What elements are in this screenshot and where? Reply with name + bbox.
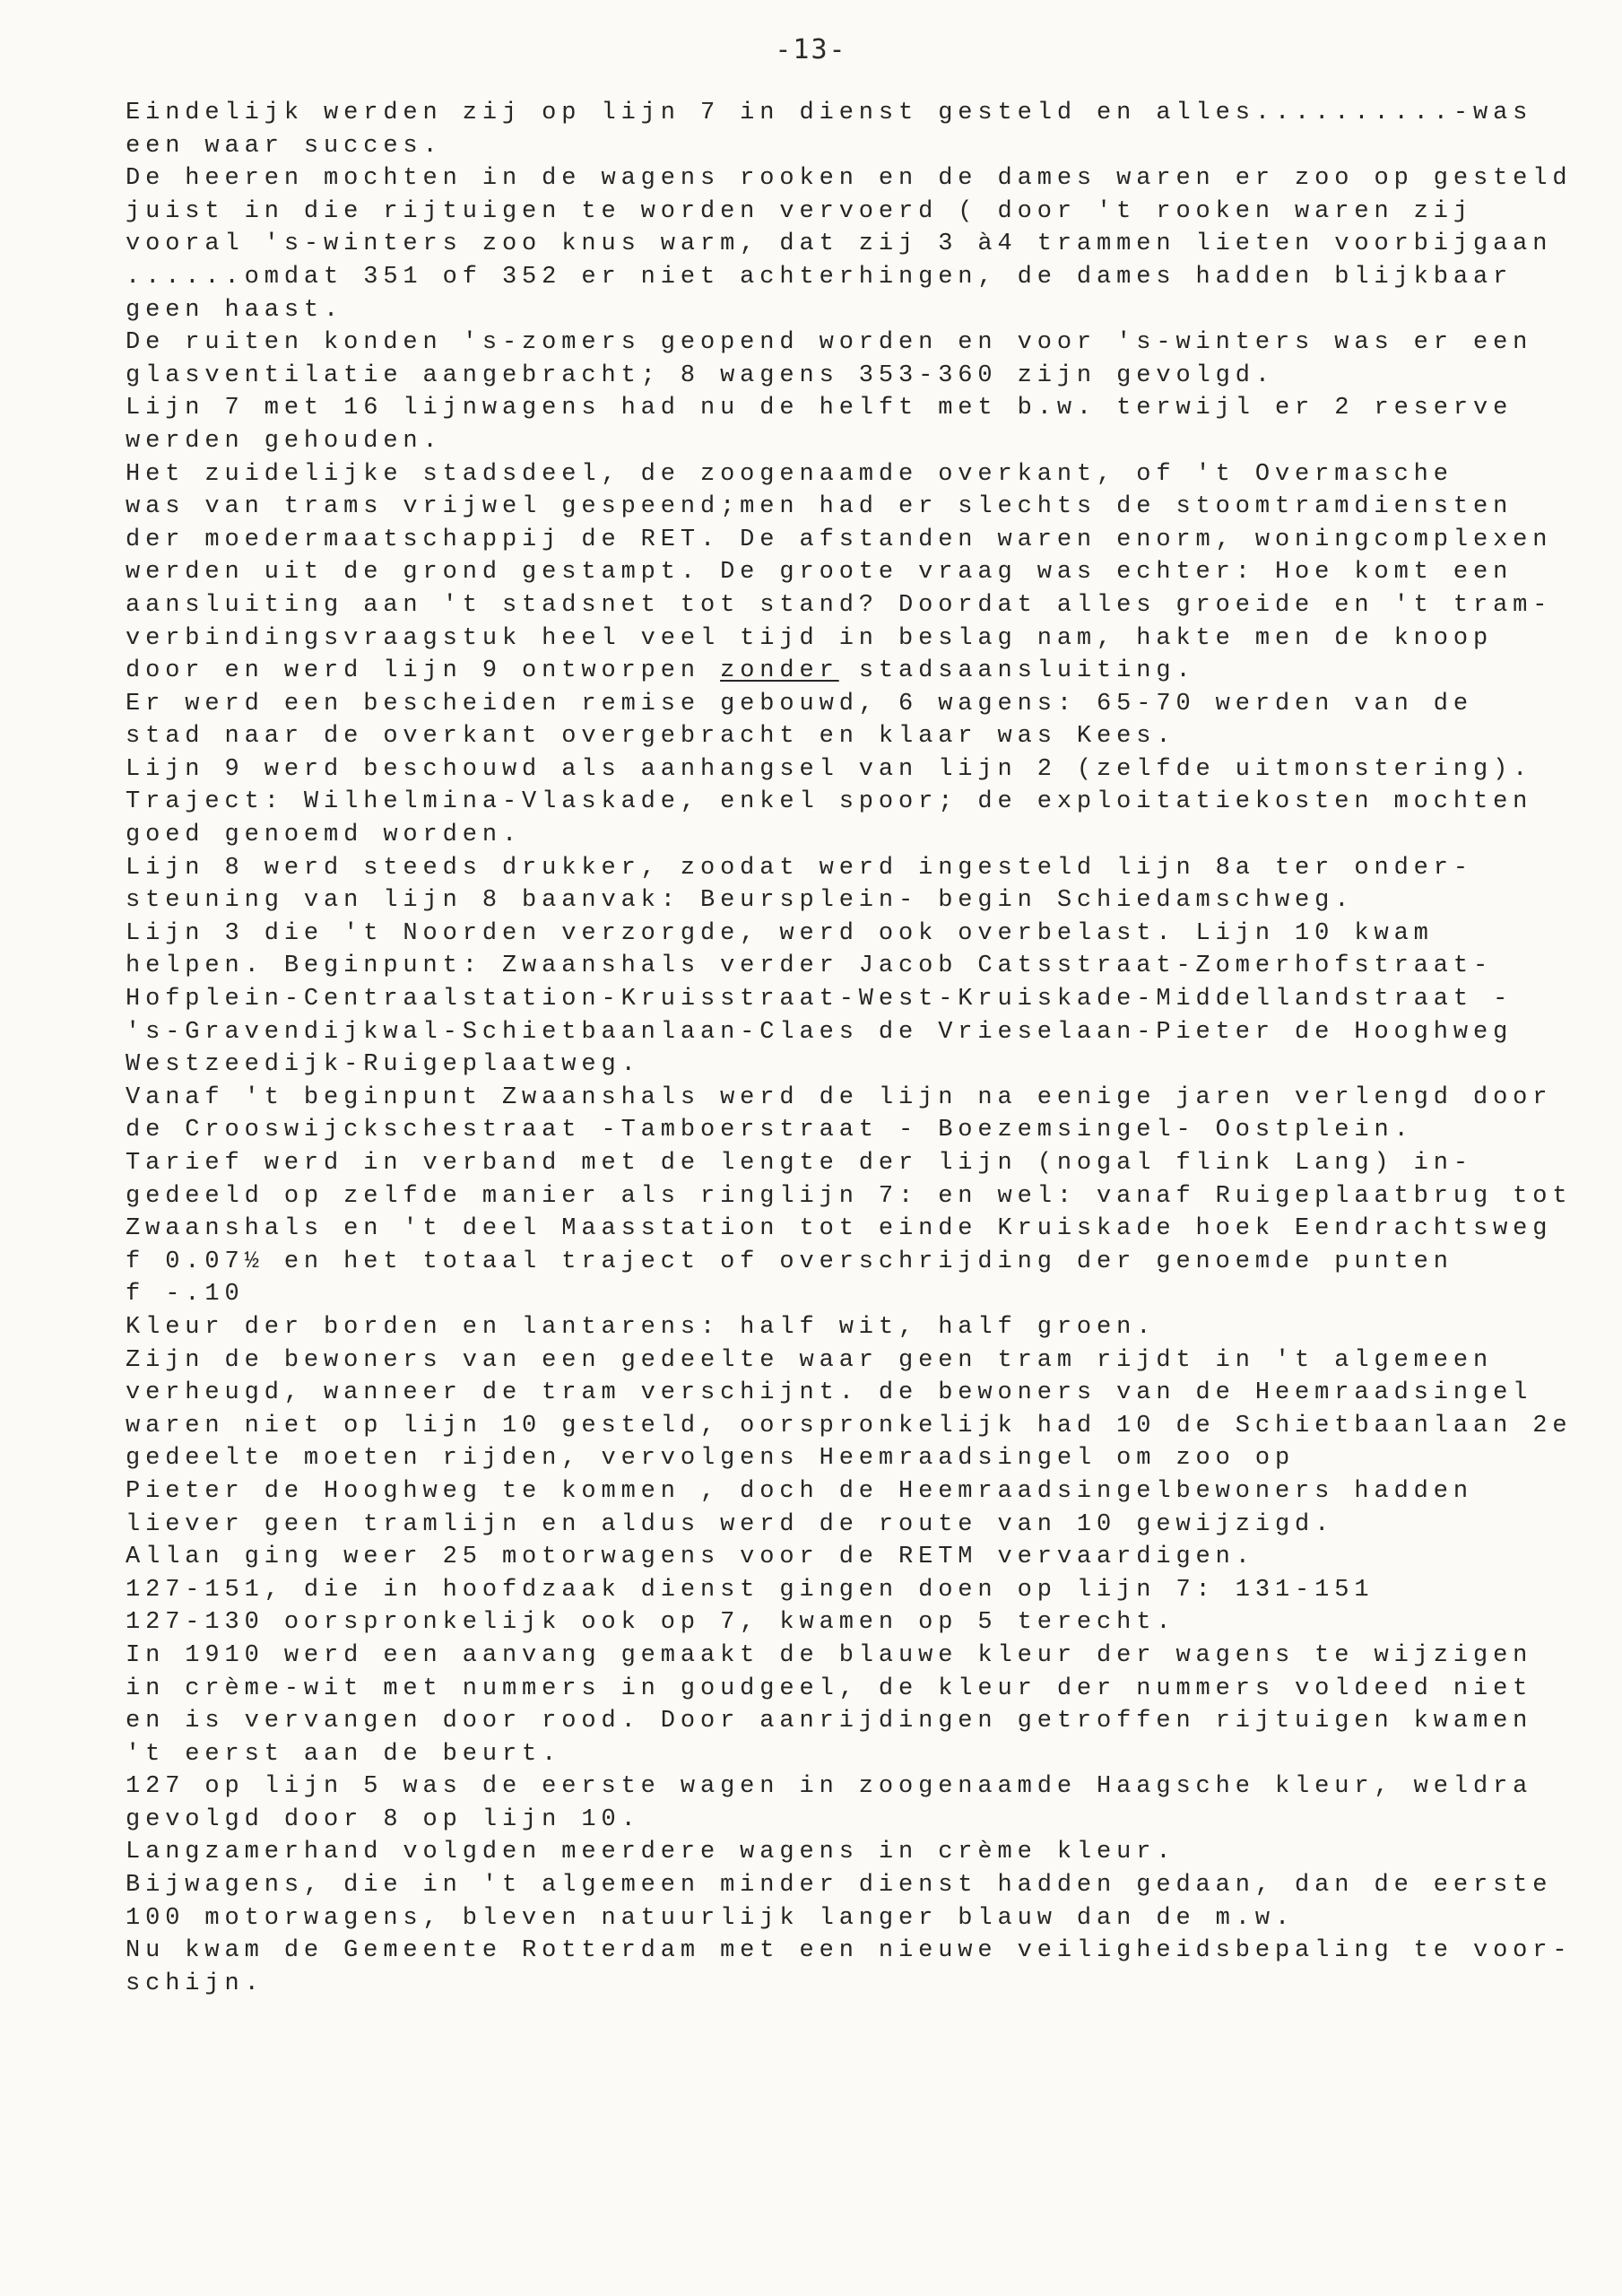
text-line: verbindingsvraagstuk heel veel tijd in beslag nam, hakte men de knoop — [126, 624, 1494, 652]
text-line: werden gehouden. — [126, 427, 443, 455]
underlined-word: zonder — [720, 657, 839, 685]
text-line: f 0.07½ en het totaal traject of overschrijding der genoemde punten — [126, 1248, 1453, 1275]
text-line: 100 motorwagens, bleven natuurlijk langer blauw dan de m.w. — [126, 1904, 1296, 1932]
text-line: geen haast. — [126, 296, 344, 324]
text-line: ......omdat 351 of 352 er niet achterhingen, de dames hadden blijkbaar — [126, 263, 1514, 291]
text-line: Lijn 7 met 16 lijnwagens had nu de helft met b.w. terwijl er 2 reserve — [126, 395, 1514, 422]
text-line: stad naar de overkant overgebracht en klaar was Kees. — [126, 723, 1176, 751]
text-line: De heeren mochten in de wagens rooken en de dames waren er zoo op gesteld — [126, 165, 1573, 193]
text-line: vooral 's-winters zoo knus warm, dat zij 3 à4 trammen lieten voorbijgaan — [126, 230, 1553, 258]
text-line: Het zuidelijke stadsdeel, de zoogenaamde overkant, of 't Overmasche — [126, 460, 1453, 488]
text-line: 127-151, die in hoofdzaak dienst gingen doen op lijn 7: 131-151 — [126, 1576, 1375, 1604]
text-line: In 1910 werd een aanvang gemaakt de blauwe kleur der wagens te wijzigen — [126, 1641, 1533, 1669]
text-line: schijn. — [126, 1970, 265, 1997]
text-line: aansluiting aan 't stadsnet tot stand? Doordat alles groeide en 't tram- — [126, 591, 1553, 619]
text-line: 't eerst aan de beurt. — [126, 1740, 562, 1768]
text-line: Zwaanshals en 't deel Maasstation tot einde Kruiskade hoek Eendrachtsweg — [126, 1215, 1553, 1243]
text-line: juist in die rijtuigen te worden vervoerd ( door 't rooken waren zij — [126, 197, 1473, 225]
body-text — [126, 97, 1596, 2000]
text-line: goed genoemd worden. — [126, 822, 523, 849]
text-line: was van trams vrijwel gespeend;men had er slechts de stoomtramdiensten — [126, 493, 1514, 521]
text-line: Zijn de bewoners van een gedeelte waar geen tram rijdt in 't algemeen — [126, 1346, 1494, 1374]
text-line: Bijwagens, die in 't algemeen minder dienst hadden gedaan, dan de eerste — [126, 1872, 1553, 1900]
text-line: werden uit de grond gestampt. De groote vraag was echter: Hoe komt een — [126, 559, 1514, 587]
text-line: liever geen tramlijn en aldus werd de route van 10 gewijzigd. — [126, 1510, 1335, 1538]
text-line: 's-Gravendijkwal-Schietbaanlaan-Claes de Vrieselaan-Pieter de Hooghweg — [126, 1018, 1514, 1046]
text-line: Kleur der borden en lantarens: half wit, half groen. — [126, 1313, 1157, 1341]
text-line: Traject: Wilhelmina-Vlaskade, enkel spoor; de exploitatiekosten mochten — [126, 788, 1533, 816]
text-line: de Crooswijckschestraat -Tamboerstraat - Boezemsingel- Oostplein. — [126, 1117, 1414, 1144]
text-line: Vanaf 't beginpunt Zwaanshals werd de lijn na eenige jaren verlengd door — [126, 1083, 1553, 1111]
text-line: steuning van lijn 8 baanvak: Beursplein- begin Schiedamschweg. — [126, 887, 1355, 915]
text-line: Hofplein-Centraalstation-Kruisstraat-West-Kruiskade-Middellandstraat - — [126, 986, 1514, 1013]
text-line: en is vervangen door rood. Door aanrijdingen getroffen rijtuigen kwamen — [126, 1708, 1533, 1735]
text-line: Tarief werd in verband met de lengte der lijn (nogal flink Lang) in- — [126, 1150, 1473, 1177]
text-line: 127-130 oorspronkelijk ook op 7, kwamen op 5 terecht. — [126, 1609, 1176, 1637]
text-line: in crème-wit met nummers in goudgeel, de kleur der nummers voldeed niet — [126, 1674, 1533, 1702]
text-line: helpen. Beginpunt: Zwaanshals verder Jacob Catsstraat-Zomerhofstraat- — [126, 952, 1494, 980]
text-line: Westzeedijk-Ruigeplaatweg. — [126, 1051, 641, 1079]
text-line: glasventilatie aangebracht; 8 wagens 353-360 zijn gevolgd. — [126, 361, 1275, 389]
text-line: der moedermaatschappij de RET. De afstanden waren enorm, woningcomplexen — [126, 526, 1553, 553]
text-line: Langzamerhand volgden meerdere wagens in crème kleur. — [126, 1839, 1176, 1866]
page-number: -13- — [775, 34, 847, 65]
text-line: gedeelte moeten rijden, vervolgens Heemraadsingel om zoo op — [126, 1445, 1296, 1473]
text-line: Pieter de Hooghweg te kommen , doch de Heemraadsingelbewoners hadden — [126, 1477, 1473, 1505]
text-line: Er werd een bescheiden remise gebouwd, 6 wagens: 65-70 werden van de — [126, 690, 1473, 718]
text-line: gedeeld op zelfde manier als ringlijn 7: en wel: vanaf Ruigeplaatbrug tot — [126, 1182, 1573, 1210]
text-line: Lijn 3 die 't Noorden verzorgde, werd ook overbelast. Lijn 10 kwam — [126, 919, 1434, 947]
text-line: Lijn 9 werd beschouwd als aanhangsel van lijn 2 (zelfde uitmonstering). — [126, 755, 1533, 783]
text-line: gevolgd door 8 op lijn 10. — [126, 1805, 641, 1833]
text-line: een waar succes. — [126, 132, 443, 160]
text-line: 127 op lijn 5 was de eerste wagen in zoogenaamde Haagsche kleur, weldra — [126, 1773, 1533, 1801]
text-line: door en werd lijn 9 ontworpen zonder stadsaansluiting. — [126, 657, 1196, 685]
text-line: Eindelijk werden zij op lijn 7 in dienst gesteld en alles..........-was — [126, 100, 1533, 126]
text-line: De ruiten konden 's-zomers geopend worden en voor 's-winters was er een — [126, 329, 1533, 357]
text-line: Allan ging weer 25 motorwagens voor de RETM vervaardigen. — [126, 1544, 1255, 1571]
text-line: Nu kwam de Gemeente Rotterdam met een nieuwe veiligheidsbepaling te voor- — [126, 1937, 1573, 1965]
text-line: Lijn 8 werd steeds drukker, zoodat werd ingesteld lijn 8a ter onder- — [126, 854, 1473, 882]
text-line: waren niet op lijn 10 gesteld, oorspronkelijk had 10 de Schietbaanlaan 2e — [126, 1412, 1573, 1439]
text-line: f -.10 — [126, 1281, 245, 1309]
text-line: verheugd, wanneer de tram verschijnt. de bewoners van de Heemraadsingel — [126, 1379, 1533, 1407]
